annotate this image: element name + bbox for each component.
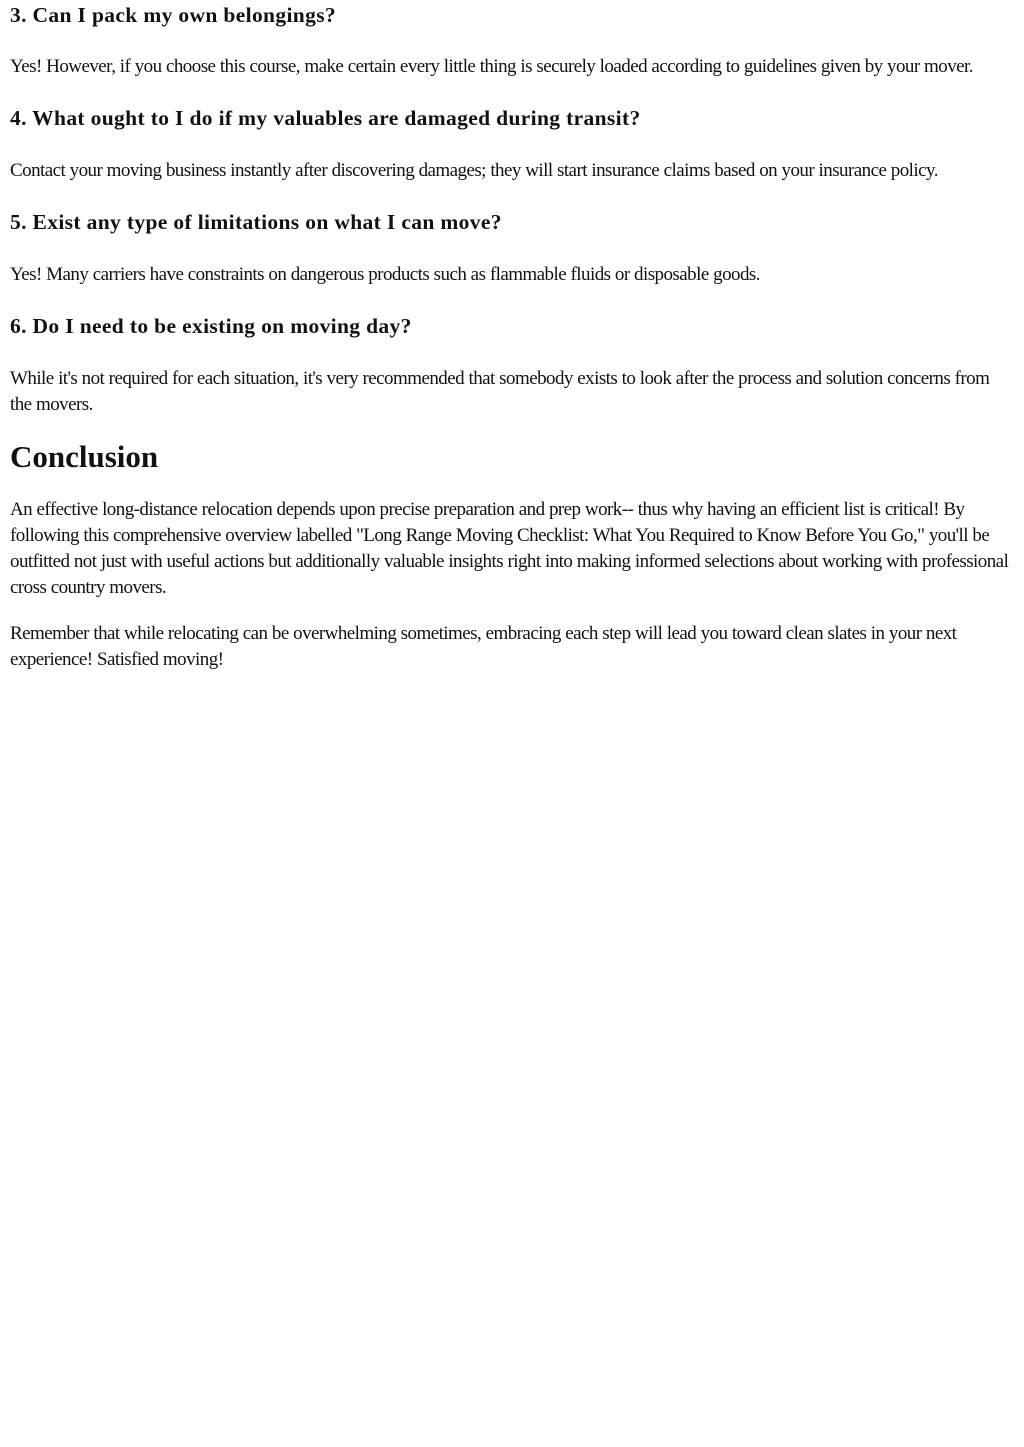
faq-question-5: 5. Exist any type of limitations on what I can move? — [10, 210, 502, 234]
faq-item-6 — [10, 312, 1014, 418]
conclusion-section — [10, 439, 1014, 673]
faq-answer-3: Yes! However, if you choose this course, make certain every little thing is securely loaded according to guidelines given by your mover. — [10, 56, 973, 77]
faq-item-4 — [10, 104, 1014, 184]
faq-question-4: 4. What ought to I do if my valuables are damaged during transit? — [10, 106, 641, 130]
faq-question-6: 6. Do I need to be existing on moving day? — [10, 314, 412, 338]
conclusion-paragraph-1: An effective long-distance relocation depends upon precise preparation and prep work-- thus why having an efficient list is critical! By following this comprehensive overview labelled "Long Range Moving Checklist: What You Required to Know Before You Go," you'll be outfitted not just with useful actions but additionally valuable insights right into making informed selections about working with professional cross country movers. — [10, 499, 1009, 598]
faq-item-5 — [10, 208, 1014, 288]
faq-answer-6: While it's not required for each situation, it's very recommended that somebody exists to look after the process and solution concerns from the movers. — [10, 368, 990, 415]
document-page — [0, 1, 1024, 673]
conclusion-paragraph-2: Remember that while relocating can be overwhelming sometimes, embracing each step will lead you toward clean slates in your next experience! Satisfied moving! — [10, 623, 957, 670]
faq-answer-4: Contact your moving business instantly after discovering damages; they will start insurance claims based on your insurance policy. — [10, 160, 938, 181]
conclusion-heading: Conclusion — [10, 439, 159, 474]
faq-answer-5: Yes! Many carriers have constraints on dangerous products such as flammable fluids or disposable goods. — [10, 264, 760, 285]
faq-item-3 — [10, 1, 1014, 80]
faq-question-3: 3. Can I pack my own belongings? — [10, 3, 337, 27]
